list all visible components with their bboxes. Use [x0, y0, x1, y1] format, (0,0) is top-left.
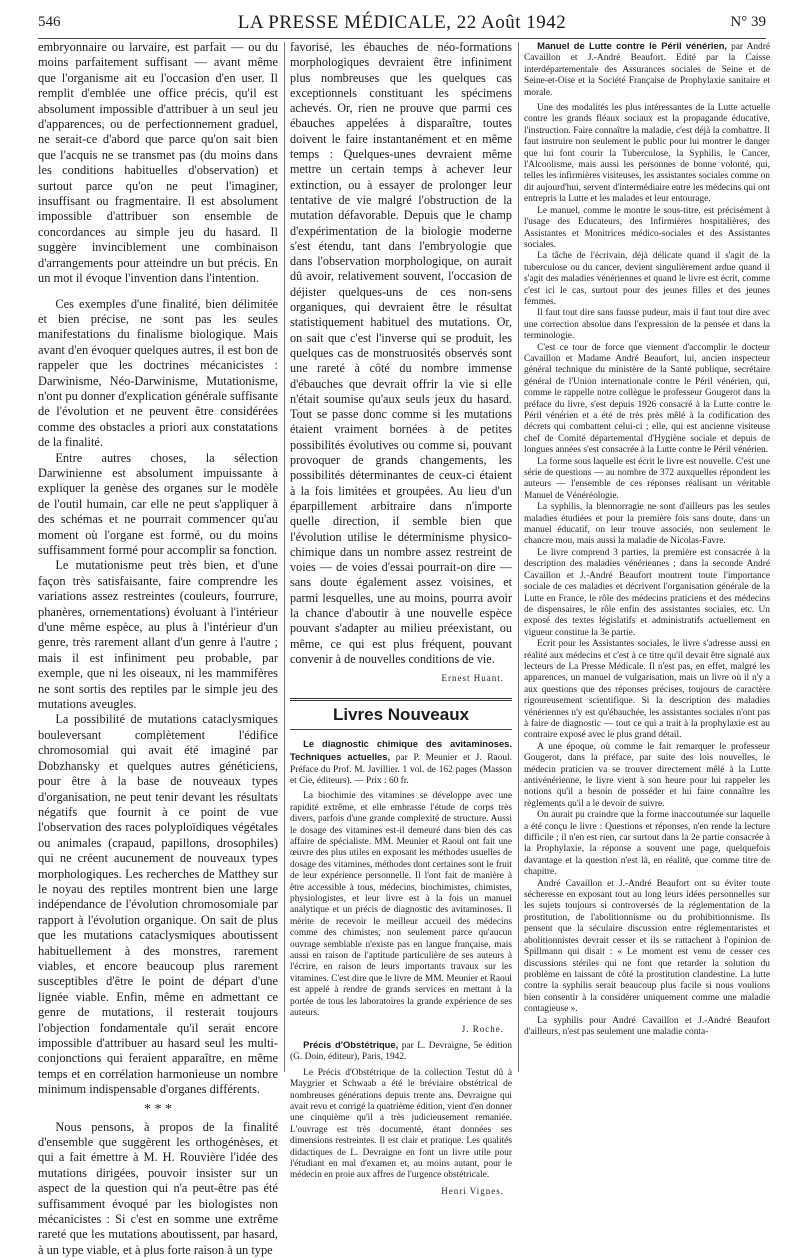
paragraph: La possibilité de mutations cataclysmiques bouleversant complètement l'édifice chromosomial qui avait été imaginé par Dobzhansky et quelques autres généticiens, pour être à la base de nouveaux types d'organisation, ne peut tenir devant les résultats négatifs que fournit à ce point de vue l'observation des races polyploïdiques végétales ou animales (crapaud, papillons, drosophiles) qui ne créent aucunement de nouveaux types morphologiques. Les recherches de Matthey sur le noyau des reptiles montrent bien une large indépendance de l'évolution chromosomiale par rapport à l'évolution organique. On sait de plus que les mutations cataclysmiques aboutissent habituellement à des monstres, rarement viables, et encore beaucoup plus rarement susceptibles d'être le point de départ d'une lignée viable. Enfin, même en admettant ce genre de mutations, il resterait toujours l'objection fondamentale qu'il serait encore impossible d'attribuer au hasard seul les multi-conjonctions qui feraient apparaître, en même temps et en corrélation harmonieuse un nombre minimum indispensable d'organes différents. [38, 712, 278, 1097]
paragraph: Une des modalités les plus intéressantes de la Lutte actuelle contre les grands fléaux sociaux est la propagande éducative, l'instruction. Faire connaître la maladie, c'est déjà la combattre. Il faut instruire non seulement le public pour lui montrer le danger que lui font courir la Tuberculose, la Syphilis, le Cancer, l'Alcoolisme, mais aussi les personnes de bonne volonté, qui, telles les infirmières visiteuses, les assistantes sociales comme on dit aujourd'hui, servent d'intermédiaire entre les médecins qui ont entrepris la Lutte et les malades et leur entourage. [524, 103, 770, 205]
column-divider [518, 42, 519, 1072]
review-text: Le Précis d'Obstétrique de la collection Testut dû à Maygrier et Schwaab a été le bréviaire obstétrical de nombreuses générations depuis trente ans. Devraigne qui avait revu et corrigé la quatrième édition, vient d'en donner une cinquième qu'il a très judicieusement remaniée. L'ouvrage est très documenté, étant données ses dimensions restreintes. Il est clair et pratique. Les qualités didactiques de L. Devraigne en font un livre utile pour l'étudiant en mal d'examen et, au moins autant, pour le médecin en proie aux affres de l'urgence obstétricale. [290, 1067, 512, 1181]
paragraph: A une époque, où comme le fait remarquer le professeur Gougerot, dans la préface, par suite des lois nouvelles, le médecin praticien va se trouver directement mêlé à la Lutte antivénérienne, le livre vient à son heure pour lui rappeler les notions qu'il a besoin de posséder et lui faire connaître les règlements qu'il a le devoir de suivre. [524, 741, 770, 809]
book-heading [290, 738, 512, 788]
paragraph: Entre autres choses, la sélection Darwinienne est absolument impuissante à expliquer la genèse des organes sur le modèle de l'outil humain, car elle ne peut s'appliquer à des schémas et ne pourrait commencer qu'au moment où l'organe est formé, ou du moins suffisamment formé pour accomplir sa fonction. [38, 450, 278, 557]
book-meta: par André Cavaillon et J.-André Beaufort. Edité par la Caisse interdépartementale des Assurances sociales de Seine et de Seine-et-Oise et la Société Française de Prophylaxie sanitaire et morale. [524, 42, 770, 98]
book-heading [524, 40, 770, 99]
paragraph: favorisé, les ébauches de néo-formations morphologiques devraient être infiniment plus nombreuses que les quelques cas exceptionnels constituant les spécimens achevés. Or, rien ne prouve que parmi ces ébauches appelées à disparaître, toutes doivent le faire instantanément et en même temps : Quelques-unes devraient même mettre un certain temps à achever leur extinction, ou à essayer de prolonger leur tentative de vie malgré l'obstruction de la mutation défavorable. Depuis que le champ d'expérimentation de la biologie moderne s'est étendu, tant dans l'embryologie que dans l'observation morphologique, on aurait dû avoir, relativement souvent, l'occasion de déjister quelques-uns de ces non-sens organiques, qui devraient être le résultat statistiquement habituel des mutations. Or, on sait que c'est l'inverse qui se produit, les quelques cas de monstruosités observés sont une rareté à côté du nombre immense d'ébauches que devrait offrir la vie si elle n'était soumise qu'aux seuls jeux du hasard. Tout se passe donc comme si les mutations étaient vraiment bornées à de petites possibilités évolutives ou comme si, pouvant provoquer de grands changements, les possibilités déterminantes de ceux-ci étaient à la fois limitées et groupées. Au lieu d'un éparpillement arbitraire dans n'importe quelle direction, il semble bien que l'évolution utilise le déterminisme physico-chimique dans un nombre assez restreint de voies — de voies d'essai pourrait-on dire — sans doute également assez voisines, et parmi lesquelles, une au moins, pourra avoir la chance d'aboutir à une nouvelle espèce pouvant s'adapter au milieu préexistant, ou même, ce qui est plus fréquent, pouvant convenir à de nouvelles conditions de vie. [290, 40, 512, 666]
journal-title: LA PRESSE MÉDICALE, 22 Août 1942 [237, 12, 567, 33]
column-2 [290, 40, 513, 1196]
column-divider [284, 42, 285, 1072]
paragraph: André Cavaillon et J.-André Beaufort ont su éviter toute sécheresse en exposant tout au long leurs idées personnelles sur les sujets toujours si controversés de la réglementation de la prostitution, de l'abolitionnisme ou du prohibitionnisme. Ils pensent que la séculaire discussion entre réglementaristes et abolitionnistes devrait cesser et ils se rattachent à l'opinion de Spillmann qui disait : « Le moment est venu de cesser ces discussions stériles qui ne font que retarder la solution du problème en laissant de côté la prostitution clandestine. La lutte contre la syphilis serait beaucoup plus facile si nous voulions bien consentir à la considérer uniquement comme une maladie contagieuse ». [524, 878, 770, 1015]
book-meta: par L. Devraigne, 5e édition (G. Doin, éditeur), Paris, 1942. [290, 1040, 512, 1063]
asterism: * * * [144, 1101, 172, 1117]
book-heading [290, 1039, 512, 1064]
review-text: La biochimie des vitamines se développe avec une rapidité extrême, et elle embrasse l'étude de corps très divers, parfois d'une grande complexité de structure. Aussi le dosage des vitamines est-il demeuré dans bien des cas affaire de spécialiste. MM. Meunier et Raoul ont fait une œuvre des plus utiles en exposant les méthodes usuelles de dosage des vitamines, méthodes dont certaines sont le fruit de leur expérience personnelle. Il l'ont fait de manière à être accessible à tous, médecins, biochimistes, chimistes, physiologistes, et leur livre est à la fois un manuel analytique et un précis de diagnostic des avitaminoses. Il mérite de recevoir le meilleur accueil des médecins comme des chimistes, non seulement parce qu'aucun ouvrage semblable n'existe pas en langue française, mais aussi en raison de l'aptitude particulière de ses auteurs à l'écrire, en raison de leurs importants travaux sur les vitamines. C'est dire que le livre de MM. Meunier et Raoul est appelé à rendre de grands services en mettant à la portée de tous les laboratoires la grande expérience de ses auteurs. [290, 791, 512, 1019]
paragraph: Il faut tout dire sans fausse pudeur, mais il faut tout dire avec une correction absolue dans l'expression de la pensée et dans la terminologie. [524, 308, 770, 342]
paragraph: Le mutationisme peut très bien, et d'une façon très satisfaisante, faire comprendre les variations assez restreintes (couleurs, fourrure, phanères, ornementations) évoluant à l'intérieur d'une même espèce, au plus à l'intérieur d'un genre, très rarement allant d'un genre à l'autre ; mais il est infiniment peu probable, par exemple, que ni les oiseaux, ni les mammifères ne sont sortis des reptiles par le simple jeu des mutations aveugles. [38, 558, 278, 712]
section-rule [290, 729, 512, 730]
book-title: Manuel de Lutte contre le Péril vénérien, [537, 40, 728, 51]
paragraph: La forme sous laquelle est écrit le livre est nouvelle. C'est une série de questions — au nombre de 372 auxquelles répondent les auteurs — l'ensemble de ces réponses réalisant un véritable Manuel de Vénéréologie. [524, 456, 770, 501]
page-number: 546 [38, 14, 61, 30]
author-signature: Ernest Huant. [441, 673, 504, 684]
section-rule [290, 698, 512, 701]
paragraph: Le manuel, comme le montre le sous-titre, est précisément à l'usage des Educateurs, des Infirmières hospitalières, des Assistantes et Monitrices médico-sociales et des Assistantes sociales. [524, 205, 770, 250]
book-title: Le diagnostic chimique des avitaminoses. Techniques actuelles, [290, 737, 512, 763]
paragraph: embryonnaire ou larvaire, est parfait — ou du moins parfaitement suffisant — avant même que l'organisme ait eu l'occasion d'en user. Il remplit d'emblée une office précis, qu'il est absolument impossible d'attribuer à un seul jeu d'apparences, ou de perfectionnement graduel, ne serait-ce d'abord que parce qu'on sait bien que l'acquis ne se transmet pas (du moins dans les conditions habituelles d'observation) et surtout parce qu'on ne peut l'imaginer, insuffisant ou fragmentaire. Il est absolument impossible d'attribuer son ensemble de concordances au simple jeu du hasard. Il suggère invinciblement une combinaison d'arrangements pour atteindre un but précis. En un mot il évoque l'invention dans l'intention. [38, 40, 278, 286]
paragraph: On aurait pu craindre que la forme inaccoutumée sur laquelle a été conçu le livre : Questions et réponses, n'en rende la lecture difficile ; il n'en est rien, car surtout dans la 2e partie consacrée à la Prophylaxie, la réponse a souvent une page, quelquefois davantage et la question n'est là, en réalité, que comme titre de chapitre. [524, 810, 770, 878]
header-rule [38, 38, 766, 39]
section-title: Livres Nouveaux [332, 705, 470, 725]
paragraph: Nous pensons, à propos de la finalité d'ensemble que suggèrent les orthogénèses, et qui a fait émettre à M. H. Rouvière l'idée des mutations dirigées, pouvoir insister sur un aspect de la question qui n'a peut-être pas été suffisamment évoqué par les biologistes non mécanicistes : Si c'est en somme une extrême rareté que les mutations aboutissent, par hasard, à un type viable, et à plus forte raison à un type [38, 1119, 278, 1257]
column-3 [524, 40, 770, 1070]
paragraph: La syphilis pour André Cavaillon et J.-André Beaufort d'ailleurs, n'est pas seulement une maladie conta- [524, 1015, 770, 1037]
issue-number: N° 39 [730, 14, 766, 30]
book-title: Précis d'Obstétrique, [303, 1038, 399, 1050]
paragraph: Ecrit pour les Assistantes sociales, le livre s'adresse aussi en réalité aux médecins et c'est à ce titre qu'il devait être signalé aux lecteurs de La Presse Médicale. Il n'est pas, en effet, malgré les apparences, un manuel de vulgarisation, mais un livre où il n'y a aux questions que des réponses précises, toujours de caractère rigoureusement scientifique. Si la description des maladies vénériennes n'y est qu'ébauchée, les assistantes sociales n'ont pas à faire de diagnostic — tout ce qui a trait à la prophylaxie est au contraire exposé avec le plus grand détail. [524, 639, 770, 741]
book-review [290, 738, 512, 1197]
paragraph: La tâche de l'écrivain, déjà délicate quand il s'agit de la tuberculose ou du cancer, devient singulièrement ardue quand il s'agit des maladies vénériennes et quand le livre est écrit, comme c'est ici le cas, surtout pour des jeunes filles et des jeunes femmes. [524, 251, 770, 307]
book-meta: par P. Meunier et J. Raoul. Préface du Prof. M. Javillier. 1 vol. de 162 pages (Masson et Cie, éditeurs). — Prix : 60 fr. [290, 753, 513, 786]
running-head [38, 14, 766, 36]
review-signature: Henri Vignes. [441, 1185, 504, 1196]
paragraph: C'est ce tour de force que viennent d'accomplir le docteur Cavaillon et Madame André Beaufort, lui, ancien inspecteur général technique du ministère de la Santé publique, secrétaire général de l'Union internationale contre le Péril vénérien, qui, comme le rappelle notre collègue le professeur Gougerot dans la préface du livre, s'est depuis 1926 consacré à la Lutte contre le Péril vénérien et a été de très près mêlé à la codification des décrets qui combattent celui-ci ; elle, qui est ancienne visiteuse chef de Comité départemental d'Hygiène sociale et depuis de longues années s'est consacrée à la Lutte contre le Péril vénérien. [524, 342, 770, 456]
paragraph: La syphilis, la blennorragie ne sont d'ailleurs pas les seules maladies étudiées et pour la première fois sans doute, dans un manuel éducatif, on leur trouve associés, non seulement le chancre mou, mais aussi la maladie de Nicolas-Favre. [524, 502, 770, 547]
column-1 [38, 40, 278, 1257]
paragraph: Ces exemples d'une finalité, bien délimitée et bien précise, ne sont pas les seules manifestations du finalisme biologique. Mais avant d'en évoquer quelques autres, il est bon de rappeler que les doctrines mécanicistes : Darwinisme, Néo-Darwinisme, Mutationisme, n'ont pu donner d'explication générale suffisante de l'évolution et ne peuvent être considérées comme des obstacles a priori aux constatations de la finalité. [38, 296, 278, 450]
paragraph: Le livre comprend 3 parties, la première est consacrée à la description des maladies vénériennes ; dans la seconde André Cavaillon et J.-André Beaufort montrent toute l'importance sociale de ces maladies et décrivent l'organisation générale de la Lutte en France, le rôle des médecins praticiens et des médecins de dispensaires, le rôle enfin des assistantes sociales, etc. Un exposé des textes législatifs et administratifs actuellement en vigueur constitue la 3e partie. [524, 547, 770, 638]
review-signature: J. Roche. [461, 1023, 504, 1034]
